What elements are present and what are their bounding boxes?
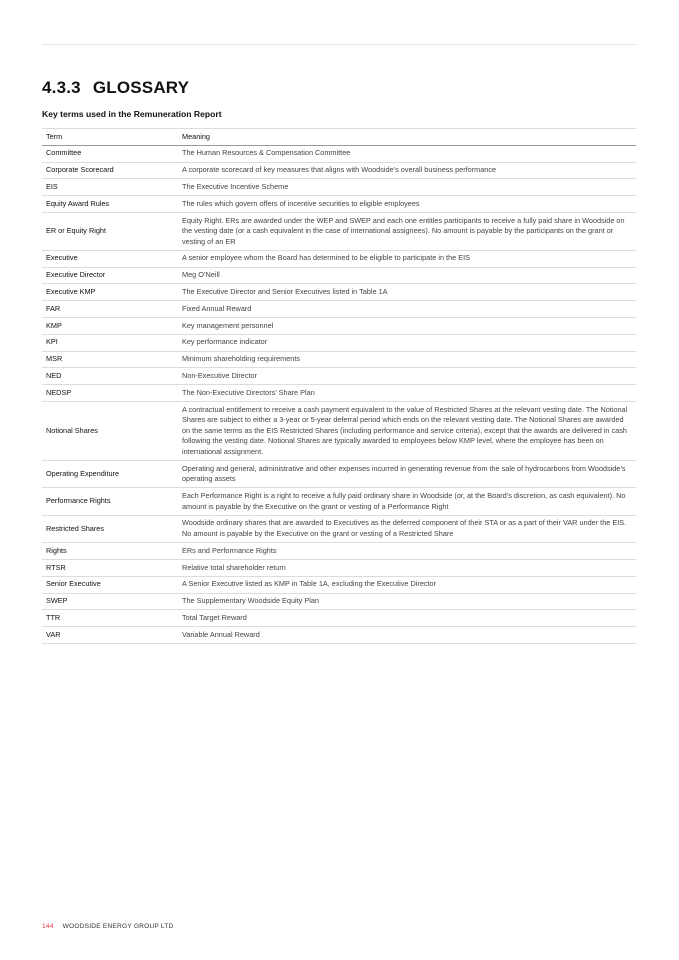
glossary-term: MSR	[42, 351, 178, 368]
glossary-meaning: The Supplementary Woodside Equity Plan	[178, 593, 636, 610]
table-row	[42, 515, 636, 542]
glossary-meaning: The Executive Director and Senior Executives listed in Table 1A	[178, 284, 636, 301]
table-row	[42, 401, 636, 460]
glossary-term: KPI	[42, 334, 178, 351]
glossary-meaning: Key management personnel	[178, 318, 636, 335]
glossary-term: FAR	[42, 301, 178, 318]
glossary-meaning: ERs and Performance Rights	[178, 543, 636, 560]
glossary-term: Notional Shares	[42, 401, 178, 460]
glossary-meaning: Key performance indicator	[178, 334, 636, 351]
section-title	[42, 78, 189, 98]
table-row	[42, 385, 636, 402]
table-row	[42, 610, 636, 627]
glossary-term: Executive	[42, 250, 178, 267]
table-row	[42, 627, 636, 644]
table-row	[42, 593, 636, 610]
table-row	[42, 461, 636, 488]
company-name: WOODSIDE ENERGY GROUP LTD	[62, 923, 174, 930]
table-row	[42, 284, 636, 301]
table-row	[42, 318, 636, 335]
glossary-term: Corporate Scorecard	[42, 162, 178, 179]
table-row	[42, 250, 636, 267]
glossary-meaning: A corporate scorecard of key measures that aligns with Woodside’s overall business performance	[178, 162, 636, 179]
glossary-term: NED	[42, 368, 178, 385]
section-title-text: GLOSSARY	[92, 78, 190, 97]
glossary-term: Equity Award Rules	[42, 196, 178, 213]
glossary-term: Executive KMP	[42, 284, 178, 301]
page-number: 144	[42, 923, 54, 930]
glossary-meaning: Equity Right. ERs are awarded under the WEP and SWEP and each one entitles participants to receive a fully paid share in Woodside on the vesting date (or a cash equivalent in the case of international assignees). No amount is payable by the participants on the grant or vesting of an ER	[178, 212, 636, 250]
table-row	[42, 267, 636, 284]
glossary-meaning: Relative total shareholder return	[178, 559, 636, 576]
glossary-term: Rights	[42, 543, 178, 560]
table-row	[42, 301, 636, 318]
table-row	[42, 559, 636, 576]
glossary-term: Performance Rights	[42, 488, 178, 515]
glossary-term: Senior Executive	[42, 576, 178, 593]
glossary-term: EIS	[42, 179, 178, 196]
glossary-meaning: Non-Executive Director	[178, 368, 636, 385]
glossary-body	[42, 145, 636, 643]
table-row	[42, 334, 636, 351]
glossary-meaning: Fixed Annual Reward	[178, 301, 636, 318]
glossary-meaning: Variable Annual Reward	[178, 627, 636, 644]
table-row	[42, 162, 636, 179]
page-footer	[42, 923, 174, 930]
glossary-meaning: The Executive Incentive Scheme	[178, 179, 636, 196]
glossary-term: TTR	[42, 610, 178, 627]
table-row	[42, 488, 636, 515]
glossary-meaning: Each Performance Right is a right to receive a fully paid ordinary share in Woodside (or, at the Board’s discretion, as cash equivalent). No amount is payable by the Executive on the grant or vesting of a Performance Right	[178, 488, 636, 515]
table-row	[42, 543, 636, 560]
glossary-term: SWEP	[42, 593, 178, 610]
glossary-meaning: A senior employee whom the Board has determined to be eligible to participate in the EIS	[178, 250, 636, 267]
glossary-meaning: The rules which govern offers of incentive securities to eligible employees	[178, 196, 636, 213]
glossary-meaning: A Senior Executive listed as KMP in Table 1A, excluding the Executive Director	[178, 576, 636, 593]
glossary-meaning: The Human Resources & Compensation Committee	[178, 145, 636, 162]
glossary-term: KMP	[42, 318, 178, 335]
table-row	[42, 145, 636, 162]
table-row	[42, 196, 636, 213]
header-term: Term	[42, 129, 178, 146]
glossary-term: ER or Equity Right	[42, 212, 178, 250]
table-row	[42, 368, 636, 385]
glossary-term: NEDSP	[42, 385, 178, 402]
glossary-term: Operating Expenditure	[42, 461, 178, 488]
glossary-term: Restricted Shares	[42, 515, 178, 542]
glossary-meaning: Woodside ordinary shares that are awarded to Executives as the deferred component of their STA or as a part of their VAR under the EIS. No amount is payable by the Executive on the grant or vesting of a Restricted Share	[178, 515, 636, 542]
table-caption: Key terms used in the Remuneration Report	[42, 109, 222, 119]
top-divider	[42, 44, 636, 45]
glossary-term: Committee	[42, 145, 178, 162]
table-header-row	[42, 129, 636, 146]
table-row	[42, 179, 636, 196]
glossary-term: RTSR	[42, 559, 178, 576]
section-number: 4.3.3	[42, 78, 81, 97]
glossary-meaning: Meg O’Neill	[178, 267, 636, 284]
glossary-term: Executive Director	[42, 267, 178, 284]
glossary-meaning: Minimum shareholding requirements	[178, 351, 636, 368]
header-meaning: Meaning	[178, 129, 636, 146]
glossary-term: VAR	[42, 627, 178, 644]
glossary-meaning: The Non-Executive Directors’ Share Plan	[178, 385, 636, 402]
glossary-table	[42, 128, 636, 644]
table-row	[42, 576, 636, 593]
glossary-meaning: A contractual entitlement to receive a cash payment equivalent to the value of Restricted Shares at the relevant vesting date. The Notional Shares are subject to either a 3-year or 5-year deferral period which ends on the relevant vesting date. The Notional Shares are awarded on the same terms as the EIS Restricted Shares (including performance and service criteria), except that the awards are delivered in cash following the vesting date. Notional Shares are typically awarded to employees below KMP level, where the employee has been on international assignment.	[178, 401, 636, 460]
table-row	[42, 212, 636, 250]
glossary-meaning: Operating and general, administrative and other expenses incurred in generating revenue from the sale of hydrocarbons from Woodside’s operating assets	[178, 461, 636, 488]
glossary-meaning: Total Target Reward	[178, 610, 636, 627]
table-row	[42, 351, 636, 368]
